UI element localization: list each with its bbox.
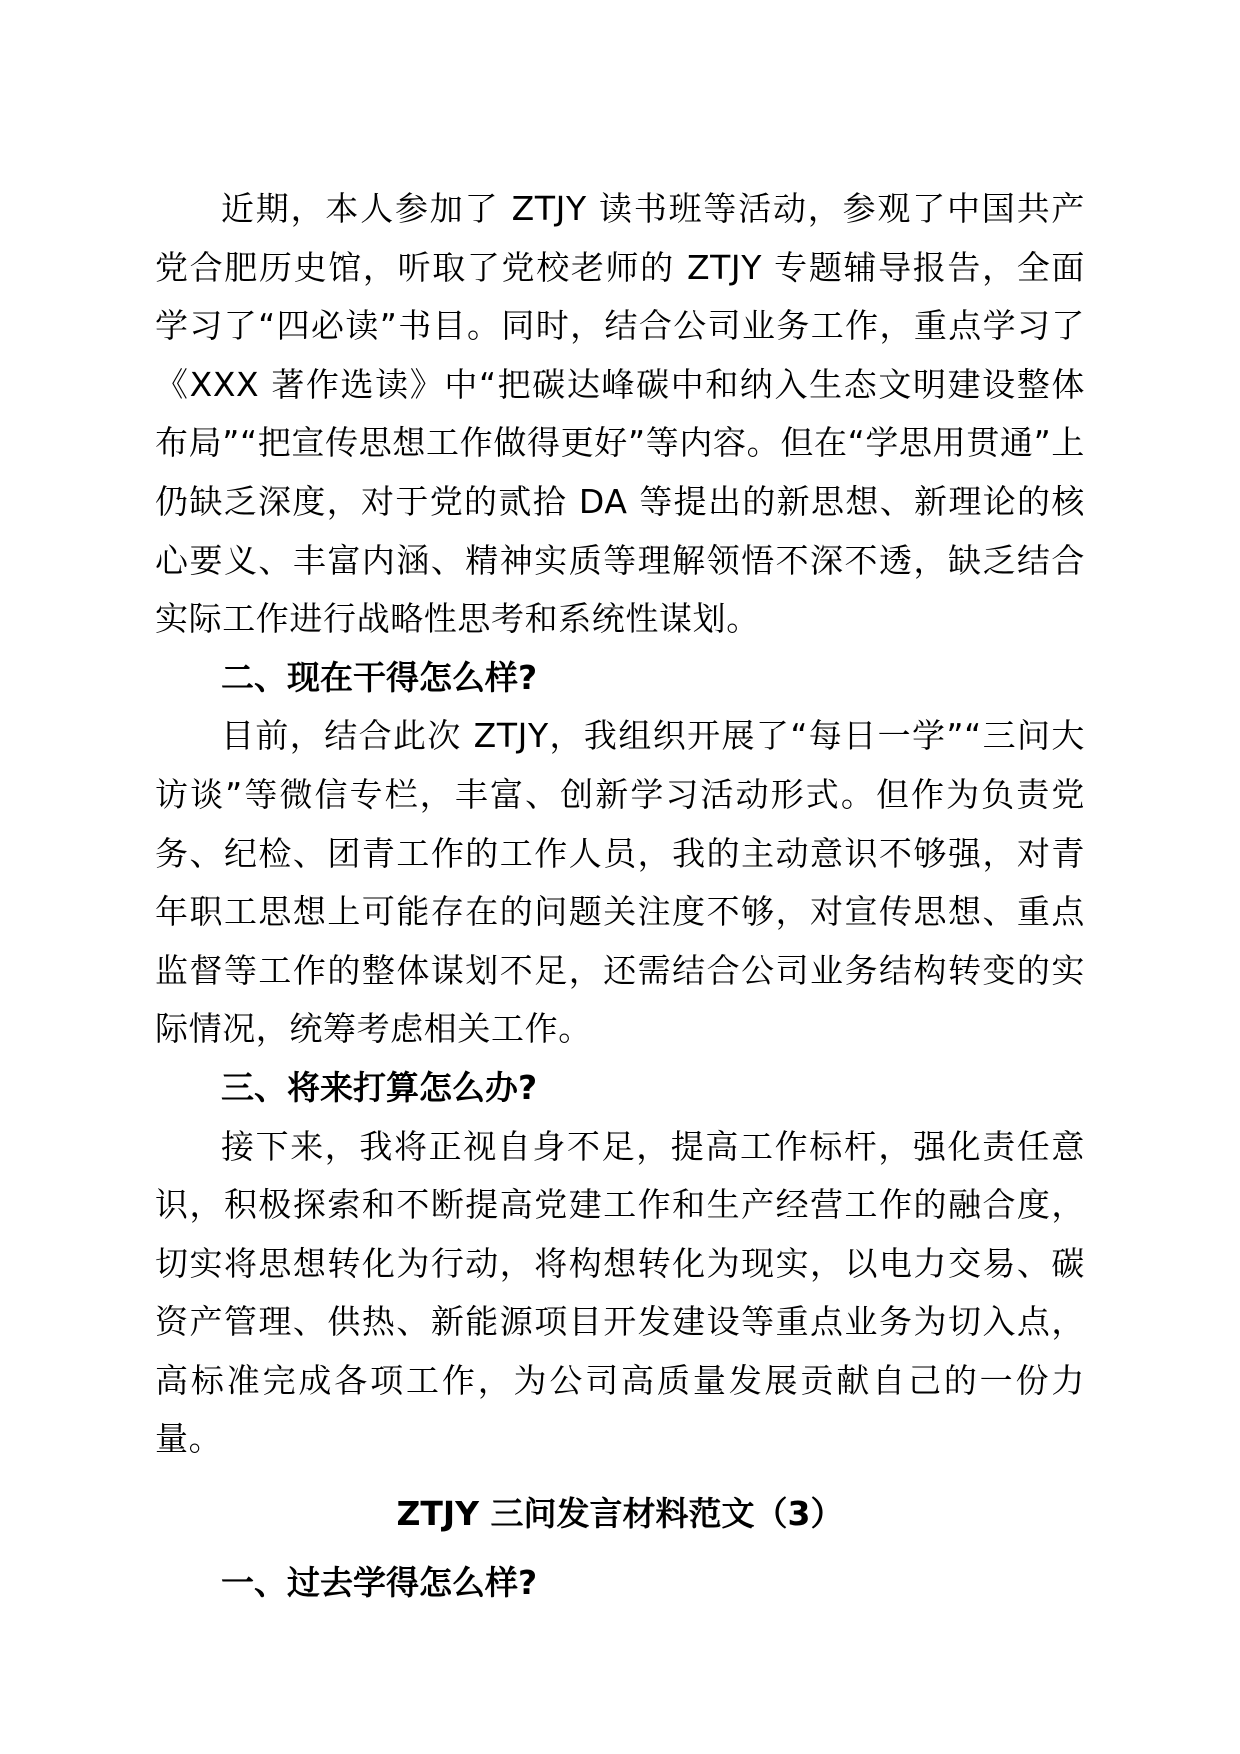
heading-past-study: 一、过去学得怎么样? [221,1562,538,1602]
heading-present-work: 二、现在干得怎么样? [221,657,538,697]
spacer [155,1544,1085,1554]
paragraph-past-study: 近期，本人参加了 ZTJY 读书班等活动，参观了中国共产党合肥历史馆，听取了党校老师的 ZTJY 专题辅导报告，全面学习了“四必读”书目。同时，结合公司业务工作，重点学习了《XXX 著作选读》中“把碳达峰碳中和纳入生态文明建设整体布局”“把宣传思想工作做得更好”等内容。但在“学思用贯通”上仍缺乏深度，对于党的贰拾 DA 等提出的新思想、新理论的核心要义、丰富内涵、精神实质等理解领悟不深不透，缺乏结合实际工作进行战略性思考和系统性谋划。 [155,189,1085,639]
paragraph-future-plan: 接下来，我将正视自身不足，提高工作标杆，强化责任意识，积极探索和不断提高党建工作和生产经营工作的融合度，切实将思想转化为行动，将构想转化为现实，以电力交易、碳资产管理、供热、新能源项目开发建设等重点业务为切入点，高标准完成各项工作，为公司高质量发展贡献自己的一份力量。 [155,1126,1085,1459]
section-title: ZTJY 三问发言材料范文（3） [396,1494,844,1534]
heading-future-plan: 三、将来打算怎么办? [221,1067,538,1107]
spacer [155,1469,1085,1485]
paragraph-present-work: 目前，结合此次 ZTJY，我组织开展了“每日一学”“三问大访谈”等微信专栏，丰富、创新学习活动形式。但作为负责党务、纪检、团青工作的工作人员，我的主动意识不够强，对青年职工思想上可能存在的问题关注度不够，对宣传思想、重点监督等工作的整体谋划不足，还需结合公司业务结构转变的实际情况，统筹考虑相关工作。 [155,716,1085,1049]
document-body [155,180,1085,1612]
